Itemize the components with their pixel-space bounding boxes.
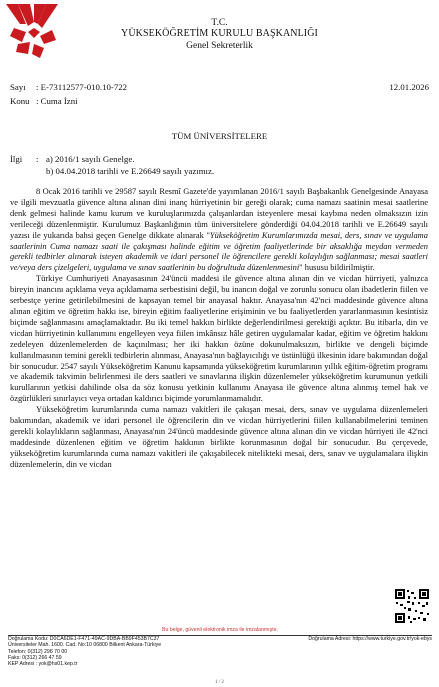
ilgi-label: İlgi bbox=[10, 154, 23, 164]
postal-address: Üniversiteler Mah. 1600. Cad. No:10 06800 Bilkent Ankara-Türkiye bbox=[8, 642, 162, 649]
konu-label: Konu bbox=[10, 96, 30, 106]
ilgi-b: b) 04.04.2018 tarihli ve E.26649 sayılı yazımız. bbox=[46, 165, 215, 176]
header-institution: YÜKSEKÖĞRETİM KURULU BAŞKANLIĞI bbox=[121, 28, 318, 39]
letter-body bbox=[10, 186, 428, 470]
signature-note: Bu belge, güvenli elektronik imza ile imzalanmıştır. bbox=[162, 627, 278, 633]
verification-code: Doğrulama Kodu: D0CA6DE1-F471-49AC-9DBA-BB9F453B7C37 bbox=[8, 636, 160, 642]
header-tc: T.C. bbox=[211, 18, 228, 28]
page-number: 1 / 2 bbox=[215, 680, 224, 685]
konu-value: : Cuma İzni bbox=[36, 96, 78, 106]
sayi-value: : E-73112577-010.10-722 bbox=[36, 82, 128, 92]
addressee: TÜM ÜNİVERSİTELERE bbox=[171, 131, 268, 141]
header-department: Genel Sekreterlik bbox=[186, 41, 253, 51]
paragraph-1: 8 Ocak 2016 tarihli ve 29587 sayılı Resmî Gazete'de yayımlanan 2016/1 sayılı Başbakanlık Genelgesinde Anayasa ve ilgili mevzuatla güvence altına alınan dini inanç hürriyetinin bir gereği olarak; cuma namazı saatinin mesai saatlerine denk gelmesi halinde kamu kurum ve kuruluşlarımızda çalışanlardan isteyenlere mesai kaybına neden olmaksızın izin verileceği düzenlenmiştir. Kurulumuz Başkanlığının tüm üniversitelere gönderdiği 04.04.2018 tarihli ve E.26649 sayılı yazısı ile yukarıda bahsi geçen Genelge dikkate alınarak "Yükseköğretim Kurumlarımızda mesai, ders, sınav ve uygulama saatlerinin Cuma namazı saati ile çakışması halinde eğitim ve öğretim faaliyetlerinde bir aksaklığa meydan vermeden gerekli tedbirler alınarak isteyen akademik ve idari personel ile öğrencilere gerekli kolaylığın sağlanması; mesai saatleri ve/veya ders çizelgeleri, uygulama ve sınav saatlerinin bu doğrultuda düzenlenmesini" hususu bildirilmiştir. bbox=[10, 186, 428, 273]
quoted-instruction: Yükseköğretim Kurumlarımızda mesai, ders, sınav ve uygulama saatlerinin Cuma namazı saati ile çakışması halinde eğitim ve öğretim faaliyetlerinde bir aksaklığa meydan vermeden gerekli tedbirler alınarak isteyen akademik ve idari personel ile öğrencilere gerekli kolaylığın sağlanması; mesai saatleri ve/veya ders çizelgeleri, uygulama ve sınav saatlerinin bu doğrultuda düzenlenmesini bbox=[10, 229, 428, 273]
verification-address[interactable]: Doğrulama Adresi: https://www.turkiye.gov.tr/yok-ebys bbox=[308, 636, 432, 642]
ilgi-colon: : bbox=[36, 154, 39, 164]
kep-address[interactable]: KEP Adresi : yok@hs01.kep.tr bbox=[8, 661, 78, 668]
qr-code-icon bbox=[394, 588, 430, 624]
phone: Telefon: 0(312) 298 70 00 bbox=[8, 648, 68, 655]
ilgi-block bbox=[10, 154, 214, 177]
footer-contact bbox=[8, 636, 161, 667]
paragraph-2: Türkiye Cumhuriyeti Anayasasının 24'üncü maddesi ile güvence altına alınan din ve vicdan hürriyeti, yalnızca bireyin inancını açıklama veya açıklamama serbestisini değil, bu inancın doğal ve zorunlu sonucu olan ibadetlerin fiilen ve serbestçe yerine getirilebilmesini de kapsayan temel bir anayasal haktır. Anayasa'nın 42'nci maddesinde güvence altına alınan eğitim ve öğretim hakkı ise, bireyin eğitim faaliyetlerine erişiminin ve bu faaliyetlerden yararlanmasının kesintisiz biçimde sağlanmasını amaçlamaktadır. Bu iki temel hakkın birlikte değerlendirilmesi gerektiği açıktır. Bu itibarla, din ve vicdan hürriyetinin kullanımını engelleyen veya fiilen imkânsız hâle getiren uygulamalar kadar, eğitim ve öğretim hakkını zedeleyen düzenlemelerden de kaçınılması; her iki hakkın özüne dokunulmaksızın, birlikte ve dengeli biçimde kullanılmasının temini gerekli tedbirlerin alınması, Anayasa'nın bağlayıcılığı ve üstünlüğü ilkesinin idare bakımından doğal bir sonucudur. 2547 sayılı Yükseköğretim Kanunu kapsamında yükseköğretim kurumlarının yıllık eğitim-öğretim programı ve akademik takvimin belirlenmesi ile ders saatleri ve sınavlarına ilişkin düzenlemeler yükseköğretim kurumunun yetkili kurullarının yetkisi dahilinde olsa da söz konusu yetkinin kullanımı Anayasa ile güvence altına alınmış temel hak ve özgürlükleri sınırlayıcı veya ortadan kaldırıcı biçimde yorumlanmamalıdır. bbox=[10, 273, 428, 404]
ilgi-a: a) 2016/1 sayılı Genelge. bbox=[46, 154, 135, 164]
document-date: 12.01.2026 bbox=[389, 82, 429, 92]
sayi-label: Sayı bbox=[10, 82, 26, 92]
paragraph-3: Yükseköğretim kurumlarında cuma namazı vakitleri ile çakışan mesai, ders, sınav ve uygulama düzenlemeleri bakımından, akademik ve idari personel ile öğrencilerin din ve vicdan hürriyetlerini fiilen kullanabilmelerini teminen gerekli kolaylıkların sağlanması, Anayasa'nın 24'üncü maddesinde güvence altına alınan din ve vicdan hürriyeti ile 42'nci maddesinde düzenlenen eğitim ve öğretim hakkının birlikte korunmasının doğal bir sonucudur. Bu çerçevede, yükseköğretim kurumlarında cuma namazı vakitleri ile çakışabilecek nitelikteki mesai, ders, sınav ve uygulamalara ilişkin düzenlemelerin, din ve vicdan bbox=[10, 404, 428, 469]
fax: Faks: 0(312) 266 47 59 bbox=[8, 654, 62, 661]
